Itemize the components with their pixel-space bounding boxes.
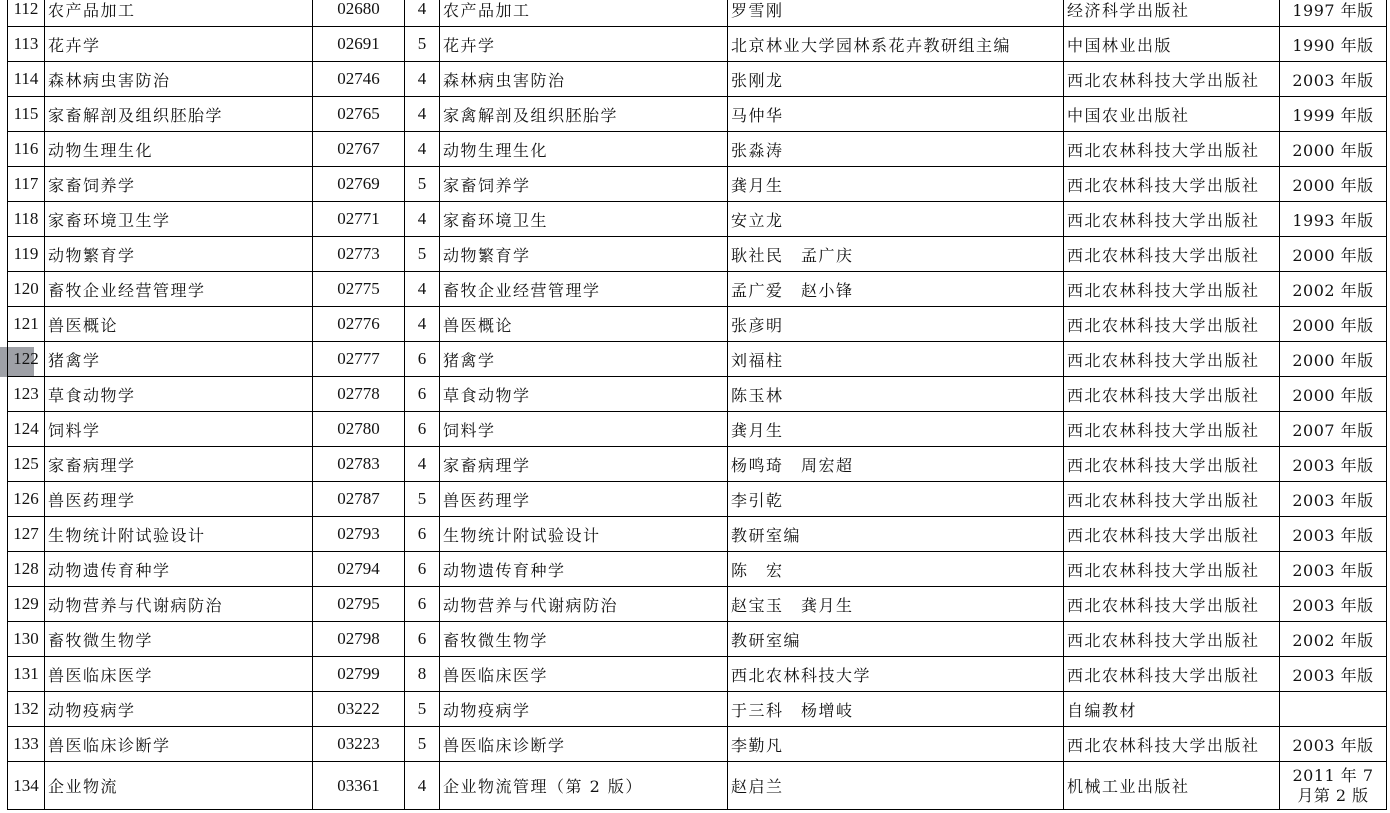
credits: 6 <box>405 517 440 552</box>
table-row <box>8 622 1387 657</box>
textbook-title: 兽医药理学 <box>440 482 728 517</box>
course-code: 02775 <box>313 272 405 307</box>
textbook-title: 森林病虫害防治 <box>440 62 728 97</box>
author: 刘福柱 <box>728 342 1064 377</box>
course-code: 02799 <box>313 657 405 692</box>
textbook-title: 动物疫病学 <box>440 692 728 727</box>
course-code: 02795 <box>313 587 405 622</box>
publisher: 西北农林科技大学出版社 <box>1064 412 1280 447</box>
textbook-title: 畜牧微生物学 <box>440 622 728 657</box>
course-name: 草食动物学 <box>45 377 313 412</box>
table-row <box>8 762 1387 810</box>
table-row <box>8 272 1387 307</box>
credits: 4 <box>405 272 440 307</box>
row-number: 132 <box>8 692 45 727</box>
credits: 5 <box>405 167 440 202</box>
publisher: 西北农林科技大学出版社 <box>1064 447 1280 482</box>
author: 李勤凡 <box>728 727 1064 762</box>
course-textbook-table <box>7 0 1387 810</box>
author: 马仲华 <box>728 97 1064 132</box>
table-row <box>8 132 1387 167</box>
publisher: 西北农林科技大学出版社 <box>1064 132 1280 167</box>
course-name: 家畜病理学 <box>45 447 313 482</box>
credits: 6 <box>405 587 440 622</box>
credits: 5 <box>405 692 440 727</box>
row-number: 125 <box>8 447 45 482</box>
course-code: 03223 <box>313 727 405 762</box>
textbook-title: 动物营养与代谢病防治 <box>440 587 728 622</box>
author: 北京林业大学园林系花卉教研组主编 <box>728 27 1064 62</box>
credits: 5 <box>405 727 440 762</box>
edition-year: 2002 年版 <box>1280 622 1387 657</box>
textbook-title: 动物遗传育种学 <box>440 552 728 587</box>
table-row <box>8 587 1387 622</box>
edition-year: 2003 年版 <box>1280 517 1387 552</box>
table-row <box>8 167 1387 202</box>
edition-year: 2011 年 7 月第 2 版 <box>1280 762 1387 810</box>
row-number: 116 <box>8 132 45 167</box>
course-name: 森林病虫害防治 <box>45 62 313 97</box>
edition-year: 2003 年版 <box>1280 727 1387 762</box>
publisher: 西北农林科技大学出版社 <box>1064 552 1280 587</box>
course-code: 02794 <box>313 552 405 587</box>
course-code: 02680 <box>313 0 405 27</box>
row-number: 130 <box>8 622 45 657</box>
course-name: 生物统计附试验设计 <box>45 517 313 552</box>
course-code: 02765 <box>313 97 405 132</box>
course-name: 动物遗传育种学 <box>45 552 313 587</box>
edition-year: 2000 年版 <box>1280 132 1387 167</box>
table-row <box>8 97 1387 132</box>
publisher: 西北农林科技大学出版社 <box>1064 517 1280 552</box>
textbook-title: 动物生理生化 <box>440 132 728 167</box>
table-row <box>8 552 1387 587</box>
textbook-title: 家畜病理学 <box>440 447 728 482</box>
course-name: 畜牧微生物学 <box>45 622 313 657</box>
row-number: 129 <box>8 587 45 622</box>
course-name: 动物营养与代谢病防治 <box>45 587 313 622</box>
credits: 4 <box>405 0 440 27</box>
credits: 8 <box>405 657 440 692</box>
course-name: 兽医药理学 <box>45 482 313 517</box>
row-number: 115 <box>8 97 45 132</box>
table-row <box>8 202 1387 237</box>
course-name: 兽医概论 <box>45 307 313 342</box>
course-code: 02778 <box>313 377 405 412</box>
table-row <box>8 62 1387 97</box>
edition-year: 2003 年版 <box>1280 587 1387 622</box>
course-name: 动物繁育学 <box>45 237 313 272</box>
textbook-title: 饲料学 <box>440 412 728 447</box>
course-name: 兽医临床诊断学 <box>45 727 313 762</box>
textbook-title: 农产品加工 <box>440 0 728 27</box>
course-code: 03222 <box>313 692 405 727</box>
textbook-title: 兽医概论 <box>440 307 728 342</box>
course-name: 家畜解剖及组织胚胎学 <box>45 97 313 132</box>
row-number: 114 <box>8 62 45 97</box>
table-body <box>8 0 1387 810</box>
author: 孟广爱 赵小锋 <box>728 272 1064 307</box>
edition-year: 2007 年版 <box>1280 412 1387 447</box>
table-row <box>8 237 1387 272</box>
row-number: 133 <box>8 727 45 762</box>
course-code: 02783 <box>313 447 405 482</box>
table-row <box>8 727 1387 762</box>
edition-year: 2000 年版 <box>1280 307 1387 342</box>
textbook-title: 畜牧企业经营管理学 <box>440 272 728 307</box>
credits: 5 <box>405 237 440 272</box>
course-name: 农产品加工 <box>45 0 313 27</box>
publisher: 机械工业出版社 <box>1064 762 1280 810</box>
row-number: 118 <box>8 202 45 237</box>
row-number: 128 <box>8 552 45 587</box>
row-number: 112 <box>8 0 45 27</box>
edition-year: 2000 年版 <box>1280 237 1387 272</box>
course-code: 02769 <box>313 167 405 202</box>
table-row <box>8 307 1387 342</box>
author: 陈 宏 <box>728 552 1064 587</box>
publisher: 西北农林科技大学出版社 <box>1064 62 1280 97</box>
author: 赵宝玉 龚月生 <box>728 587 1064 622</box>
credits: 4 <box>405 762 440 810</box>
row-number: 122 <box>8 342 45 377</box>
edition-year: 2003 年版 <box>1280 62 1387 97</box>
edition-year: 1990 年版 <box>1280 27 1387 62</box>
edition-year: 2000 年版 <box>1280 342 1387 377</box>
textbook-title: 兽医临床诊断学 <box>440 727 728 762</box>
publisher: 西北农林科技大学出版社 <box>1064 587 1280 622</box>
publisher: 中国农业出版社 <box>1064 97 1280 132</box>
edition-year <box>1280 692 1387 727</box>
course-name: 花卉学 <box>45 27 313 62</box>
publisher: 西北农林科技大学出版社 <box>1064 482 1280 517</box>
table-row <box>8 27 1387 62</box>
edition-year: 2000 年版 <box>1280 167 1387 202</box>
publisher: 西北农林科技大学出版社 <box>1064 657 1280 692</box>
course-name: 动物生理生化 <box>45 132 313 167</box>
textbook-title: 动物繁育学 <box>440 237 728 272</box>
textbook-title: 兽医临床医学 <box>440 657 728 692</box>
publisher: 西北农林科技大学出版社 <box>1064 342 1280 377</box>
course-name: 饲料学 <box>45 412 313 447</box>
table-row <box>8 517 1387 552</box>
author: 于三科 杨增岐 <box>728 692 1064 727</box>
author: 龚月生 <box>728 412 1064 447</box>
row-number: 117 <box>8 167 45 202</box>
textbook-title: 草食动物学 <box>440 377 728 412</box>
edition-year: 1999 年版 <box>1280 97 1387 132</box>
credits: 5 <box>405 27 440 62</box>
table-row <box>8 447 1387 482</box>
publisher: 西北农林科技大学出版社 <box>1064 307 1280 342</box>
row-number: 120 <box>8 272 45 307</box>
course-code: 02798 <box>313 622 405 657</box>
textbook-title: 企业物流管理（第 2 版） <box>440 762 728 810</box>
table-row <box>8 692 1387 727</box>
table-row <box>8 412 1387 447</box>
credits: 5 <box>405 482 440 517</box>
author: 耿社民 孟广庆 <box>728 237 1064 272</box>
row-number: 123 <box>8 377 45 412</box>
course-code: 02787 <box>313 482 405 517</box>
table-row <box>8 0 1387 27</box>
course-name: 企业物流 <box>45 762 313 810</box>
course-name: 猪禽学 <box>45 342 313 377</box>
row-number: 113 <box>8 27 45 62</box>
publisher: 西北农林科技大学出版社 <box>1064 202 1280 237</box>
author: 张刚龙 <box>728 62 1064 97</box>
course-name: 动物疫病学 <box>45 692 313 727</box>
author: 安立龙 <box>728 202 1064 237</box>
course-code: 03361 <box>313 762 405 810</box>
publisher: 经济科学出版社 <box>1064 0 1280 27</box>
credits: 4 <box>405 132 440 167</box>
textbook-title: 花卉学 <box>440 27 728 62</box>
credits: 6 <box>405 412 440 447</box>
credits: 4 <box>405 307 440 342</box>
author: 张彦明 <box>728 307 1064 342</box>
course-code: 02746 <box>313 62 405 97</box>
author: 陈玉林 <box>728 377 1064 412</box>
course-name: 兽医临床医学 <box>45 657 313 692</box>
row-number: 121 <box>8 307 45 342</box>
row-number: 126 <box>8 482 45 517</box>
publisher: 西北农林科技大学出版社 <box>1064 272 1280 307</box>
credits: 6 <box>405 342 440 377</box>
textbook-title: 家畜环境卫生 <box>440 202 728 237</box>
course-code: 02773 <box>313 237 405 272</box>
edition-year: 2002 年版 <box>1280 272 1387 307</box>
publisher: 自编教材 <box>1064 692 1280 727</box>
publisher: 西北农林科技大学出版社 <box>1064 622 1280 657</box>
publisher: 西北农林科技大学出版社 <box>1064 377 1280 412</box>
row-number: 124 <box>8 412 45 447</box>
textbook-title: 家畜饲养学 <box>440 167 728 202</box>
edition-year: 2003 年版 <box>1280 482 1387 517</box>
edition-year: 1997 年版 <box>1280 0 1387 27</box>
table-row <box>8 342 1387 377</box>
course-code: 02776 <box>313 307 405 342</box>
credits: 6 <box>405 622 440 657</box>
table-row <box>8 377 1387 412</box>
edition-year: 1993 年版 <box>1280 202 1387 237</box>
table-row <box>8 482 1387 517</box>
publisher: 西北农林科技大学出版社 <box>1064 727 1280 762</box>
author: 赵启兰 <box>728 762 1064 810</box>
course-code: 02793 <box>313 517 405 552</box>
textbook-title: 生物统计附试验设计 <box>440 517 728 552</box>
textbook-title: 家禽解剖及组织胚胎学 <box>440 97 728 132</box>
author: 西北农林科技大学 <box>728 657 1064 692</box>
credits: 4 <box>405 202 440 237</box>
course-name: 畜牧企业经营管理学 <box>45 272 313 307</box>
credits: 6 <box>405 377 440 412</box>
edition-year: 2000 年版 <box>1280 377 1387 412</box>
course-code: 02780 <box>313 412 405 447</box>
author: 教研室编 <box>728 517 1064 552</box>
row-number: 119 <box>8 237 45 272</box>
course-name: 家畜饲养学 <box>45 167 313 202</box>
course-code: 02777 <box>313 342 405 377</box>
author: 杨鸣琦 周宏超 <box>728 447 1064 482</box>
author: 罗雪刚 <box>728 0 1064 27</box>
course-name: 家畜环境卫生学 <box>45 202 313 237</box>
author: 龚月生 <box>728 167 1064 202</box>
publisher: 西北农林科技大学出版社 <box>1064 167 1280 202</box>
edition-year: 2003 年版 <box>1280 447 1387 482</box>
credits: 4 <box>405 62 440 97</box>
credits: 4 <box>405 447 440 482</box>
row-number: 134 <box>8 762 45 810</box>
edition-year: 2003 年版 <box>1280 552 1387 587</box>
publisher: 西北农林科技大学出版社 <box>1064 237 1280 272</box>
textbook-title: 猪禽学 <box>440 342 728 377</box>
credits: 6 <box>405 552 440 587</box>
row-number: 131 <box>8 657 45 692</box>
author: 张淼涛 <box>728 132 1064 167</box>
credits: 4 <box>405 97 440 132</box>
course-code: 02771 <box>313 202 405 237</box>
edition-year: 2003 年版 <box>1280 657 1387 692</box>
course-code: 02691 <box>313 27 405 62</box>
author: 教研室编 <box>728 622 1064 657</box>
author: 李引乾 <box>728 482 1064 517</box>
course-code: 02767 <box>313 132 405 167</box>
row-number: 127 <box>8 517 45 552</box>
publisher: 中国林业出版 <box>1064 27 1280 62</box>
table-row <box>8 657 1387 692</box>
